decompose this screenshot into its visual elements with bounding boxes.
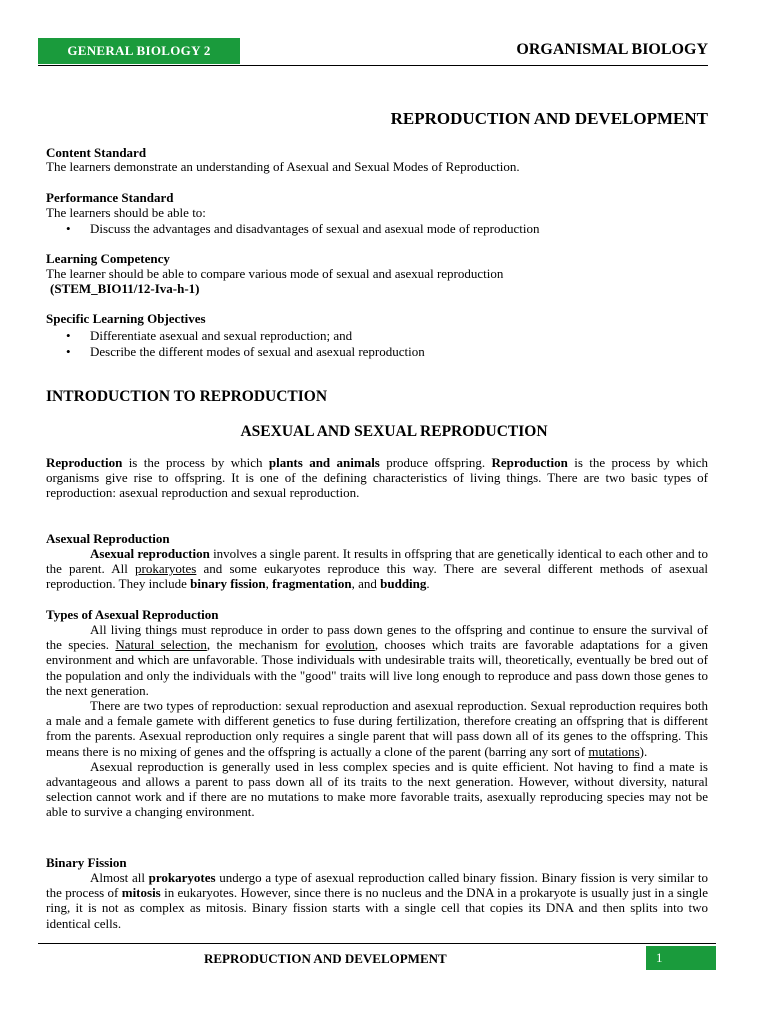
- objectives-heading: Specific Learning Objectives: [46, 311, 206, 326]
- intro-paragraph: Reproduction is the process by which plants and animals produce offspring. Reproduction is the process by which organisms give rise to offspring. It is one of the defining characteristics of living things. There are two basic types of reproduction: asexual reproduction and sexual reproduction.: [46, 455, 708, 501]
- asexual-paragraph: Asexual reproduction involves a single parent. It results in offspring that are genetically identical to each other and to the parent. All prokaryotes and some eukaryotes reproduce this way. There are several different methods of asexual reproduction. They include binary fission, fragmentation, and budding.: [46, 546, 708, 592]
- binary-heading: Binary Fission: [46, 855, 127, 870]
- header-divider: [38, 65, 708, 66]
- competency-code: (STEM_BIO11/12-Iva-h-1): [50, 281, 200, 296]
- learning-competency-text: The learner should be able to compare various mode of sexual and asexual reproduction: [46, 266, 504, 281]
- content-standard-heading: Content Standard: [46, 145, 147, 160]
- subject-label: ORGANISMAL BIOLOGY: [516, 41, 708, 58]
- performance-standard-heading: Performance Standard: [46, 190, 174, 205]
- asexual-heading: Asexual Reproduction: [46, 531, 170, 546]
- binary-paragraph: Almost all prokaryotes undergo a type of asexual reproduction called binary fission. Binary fission is very similar to the process of mitosis in eukaryotes. However, since there is no nucleus and the DNA in a prokaryote is usually just in a single ring, it is not as complex as mitosis. Binary fission starts with a single cell that copies its DNA and then splits into two identical cells.: [46, 870, 708, 931]
- page-number: 1: [646, 946, 716, 970]
- bullet-icon: •: [66, 344, 71, 359]
- bullet-text: Describe the different modes of sexual and asexual reproduction: [90, 344, 425, 359]
- types-paragraphs: All living things must reproduce in order to pass down genes to the offspring and continue to ensure the survival of the species. Natural selection, the mechanism for evolution, chooses which traits are favorable adaptations for a given environment and which are unfavorable. Those individuals with undesirable traits will, theoretically, eventually be bred out of the population and only the individuals with the "good" traits will live long enough to reproduce and pass down those genes to the next generation. There are two types of reproduction: sexual reproduction and asexual reproduction. Sexual reproduction requires both a male and a female gamete with different genetics to fuse during fertilization, therefore creating an offspring that is different from the parents. Asexual reproduction only requires a single parent that will pass down all of its genes to the offspring. This means there is no mixing of genes and the offspring is actually a clone of the parent (barring any sort of mutations). Asexual reproduction is generally used in less complex species and is quite efficient. Not having to find a mate is advantageous and allows a parent to pass down all of its traits to the next generation. However, without diversity, natural selection cannot work and if there are no mutations to make more favorable traits, asexually reproducing species may not be able to survive a changing environment.: [46, 622, 709, 820]
- list-item: [66, 344, 425, 359]
- bullet-icon: •: [66, 328, 71, 343]
- performance-standard-text: The learners should be able to:: [46, 205, 206, 220]
- bullet-text: Discuss the advantages and disadvantages of sexual and asexual mode of reproduction: [90, 221, 540, 236]
- list-item: [66, 221, 539, 236]
- course-badge: [38, 38, 240, 64]
- list-item: [66, 328, 352, 343]
- types-heading: Types of Asexual Reproduction: [46, 607, 219, 622]
- page-title: REPRODUCTION AND DEVELOPMENT: [390, 109, 708, 128]
- footer-title: REPRODUCTION AND DEVELOPMENT: [204, 951, 447, 966]
- bullet-text: Differentiate asexual and sexual reproduction; and: [90, 328, 353, 343]
- course-label: GENERAL BIOLOGY 2: [67, 43, 211, 58]
- intro-heading: INTRODUCTION TO REPRODUCTION: [46, 388, 328, 405]
- learning-competency-heading: Learning Competency: [46, 251, 170, 266]
- bullet-icon: •: [66, 221, 71, 236]
- section-heading: ASEXUAL AND SEXUAL REPRODUCTION: [240, 423, 548, 440]
- footer-divider: [38, 943, 716, 944]
- content-standard-text: The learners demonstrate an understanding of Asexual and Sexual Modes of Reproduction.: [46, 159, 520, 174]
